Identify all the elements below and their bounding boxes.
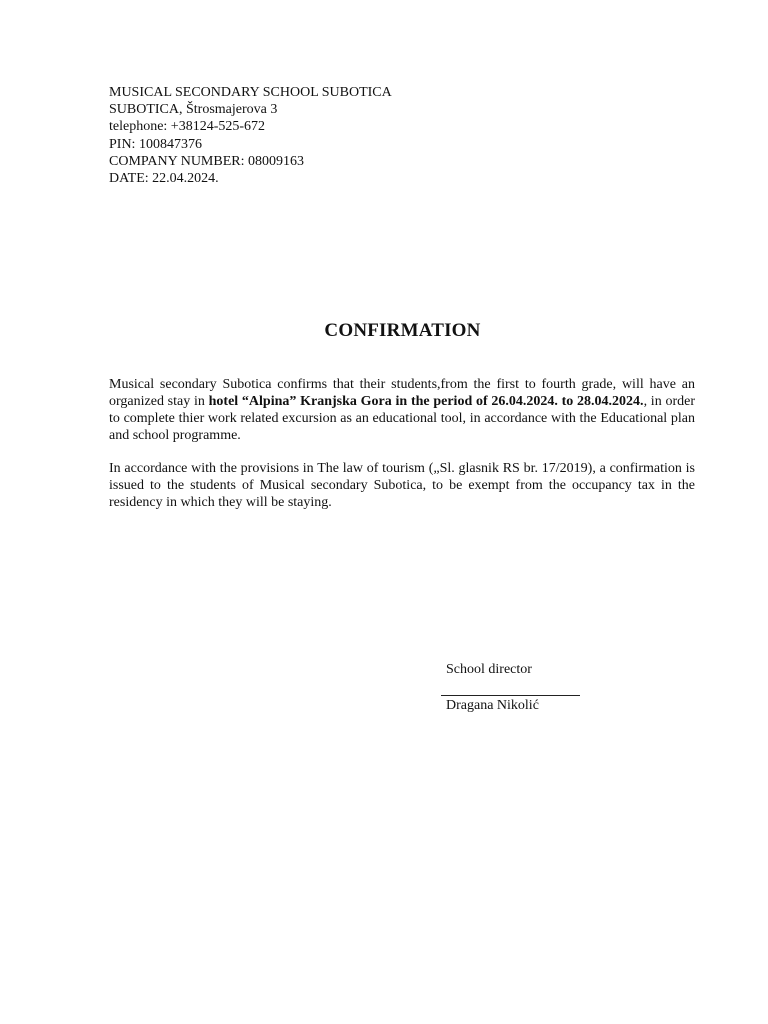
school-address: SUBOTICA, Štrosmajerova 3: [109, 102, 278, 118]
company-number-line: COMPANY NUMBER: 08009163: [109, 153, 304, 169]
pin-line: PIN: 100847376: [109, 136, 202, 152]
signature-block: [441, 661, 641, 714]
document-title: CONFIRMATION: [324, 320, 481, 341]
paragraph1-text-start: Musical secondary Subotica confirms that their students,from the first to fourth grade, will have an organized stay in: [109, 377, 695, 409]
paragraph1-text-end: , in order to complete thier work related excursion as an educational tool, in accordance with the Educational plan and school programme.: [109, 394, 695, 443]
letterhead: [109, 84, 529, 187]
date-line: DATE: 22.04.2024.: [109, 171, 219, 187]
signature-line: [441, 695, 580, 696]
signatory-name: Dragana Nikolić: [446, 698, 539, 713]
confirmation-paragraph: [109, 376, 695, 444]
tax-exemption-paragraph: In accordance with the provisions in The law of tourism („Sl. glasnik RS br. 17/2019), a confirmation is issued to the students of Musical secondary Subotica, to be exempt from the occupancy tax in the residency in which they will be staying.: [109, 461, 695, 510]
paragraph1-bold-text: hotel “Alpina” Kranjska Gora in the period of 26.04.2024. to 28.04.2024.: [208, 394, 644, 409]
telephone-line: telephone: +38124-525-672: [109, 119, 266, 135]
signature-title: School director: [446, 662, 532, 677]
school-name: MUSICAL SECONDARY SCHOOL SUBOTICA: [109, 85, 392, 100]
